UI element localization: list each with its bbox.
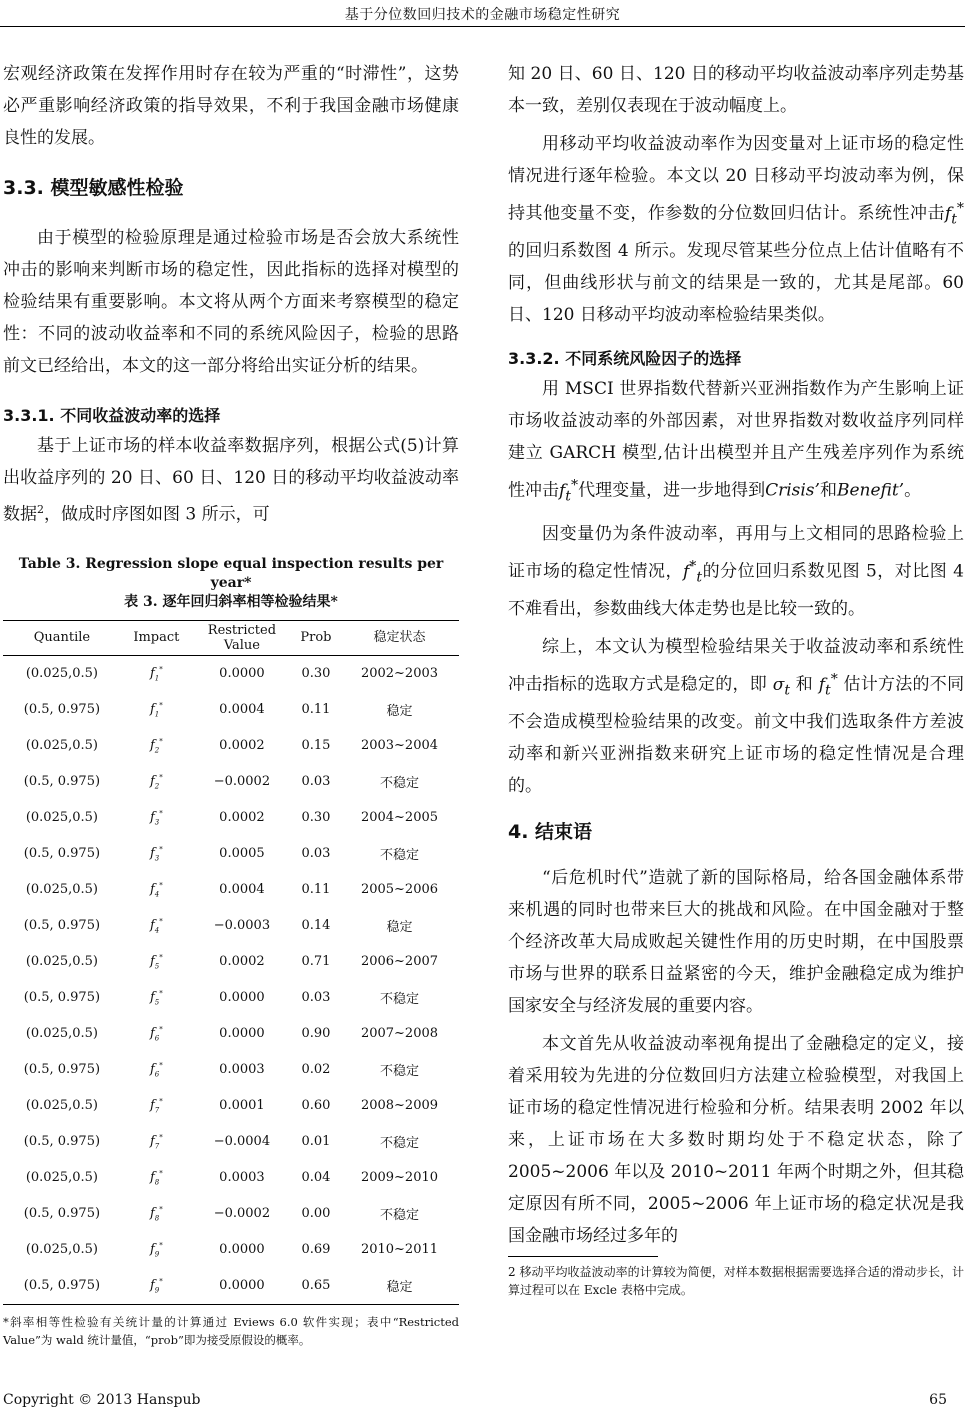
cell-quantile: (0.025,0.5) xyxy=(25,1170,98,1186)
impact-index: 9 xyxy=(154,1286,160,1295)
impact-symbol xyxy=(150,1062,163,1077)
impact-symbol xyxy=(150,918,163,933)
impact-star: * xyxy=(159,1169,163,1178)
impact-star: * xyxy=(159,773,163,782)
impact-symbol xyxy=(150,882,163,897)
impact-index: 2 xyxy=(154,782,160,791)
cell-quantile: (0.025,0.5) xyxy=(25,1098,98,1114)
cell-prob: 0.15 xyxy=(301,738,331,754)
cell-impact xyxy=(121,872,192,908)
paragraph-msci xyxy=(508,373,964,512)
impact-symbol xyxy=(150,1134,163,1149)
cell-impact xyxy=(121,980,192,1016)
cell-quantile: (0.025,0.5) xyxy=(25,810,98,826)
table-row xyxy=(3,1052,459,1088)
page-number: 65 xyxy=(929,1392,947,1408)
impact-star: * xyxy=(159,1133,163,1142)
impact-star: * xyxy=(159,881,163,890)
impact-star: * xyxy=(159,737,163,746)
col-header-status: 稳定状态 xyxy=(340,620,459,655)
cell-impact xyxy=(121,944,192,980)
cell-impact xyxy=(121,1016,192,1052)
col-header-restricted: Restricted Value xyxy=(192,620,292,655)
impact-f: f xyxy=(149,1097,155,1113)
cell-quantile: (0.025,0.5) xyxy=(25,738,98,754)
table-row xyxy=(3,1088,459,1124)
table-note: *斜率相等性检验有关统计量的计算通过 Eviews 6.0 软件实现；表中“Restricted Value”为 wald 统计量值，“prob”即为接受原假设的概率。 xyxy=(3,1314,459,1347)
impact-symbol xyxy=(150,1170,163,1185)
footnote-marker: 2 xyxy=(37,503,44,516)
symbol-t: t xyxy=(824,682,831,699)
cell-prob: 0.03 xyxy=(301,990,331,1006)
table-row xyxy=(3,980,459,1016)
impact-f: f xyxy=(149,845,155,861)
cell-status: 不稳定 xyxy=(379,848,419,864)
impact-star: * xyxy=(159,665,163,674)
cell-quantile: (0.025,0.5) xyxy=(25,882,98,898)
symbol-t: t xyxy=(784,682,791,699)
cell-prob: 0.02 xyxy=(301,1062,331,1078)
regression-table xyxy=(3,620,459,1305)
impact-index: 8 xyxy=(154,1214,160,1223)
cell-prob: 0.65 xyxy=(292,1268,340,1305)
cell-restricted-value: 0.0002 xyxy=(219,738,265,754)
cell-quantile: (0.5, 0.975) xyxy=(23,918,101,934)
header-rule xyxy=(0,26,965,27)
cell-status: 不稳定 xyxy=(379,992,419,1008)
impact-f: f xyxy=(149,989,155,1005)
table-row xyxy=(3,800,459,836)
impact-index: 5 xyxy=(154,962,160,971)
word-and: 和 xyxy=(819,480,837,501)
impact-index: 6 xyxy=(154,1034,160,1043)
impact-symbol xyxy=(150,1206,163,1221)
impact-symbol xyxy=(150,702,163,717)
cell-impact xyxy=(121,1088,192,1124)
cell-restricted-value: −0.0003 xyxy=(213,918,271,934)
paragraph-dependent-b: 的分位回归系数见图 5，对比图 4 不难看出，参数曲线大体走势也是比较一致的。 xyxy=(508,561,964,620)
impact-symbol xyxy=(150,774,163,789)
cell-prob: 0.04 xyxy=(301,1170,331,1186)
cell-quantile: (0.025,0.5) xyxy=(25,666,98,682)
cell-prob: 0.01 xyxy=(301,1134,331,1150)
symbol-star: * xyxy=(956,200,964,216)
subsection-heading-3-3-2: 3.3.2. 不同系统风险因子的选择 xyxy=(508,349,742,369)
cell-prob: 0.11 xyxy=(301,702,331,718)
col-header-prob: Prob xyxy=(292,620,340,655)
symbol-t: t xyxy=(696,569,703,586)
impact-symbol xyxy=(150,1278,163,1293)
table-body xyxy=(3,655,459,1304)
symbol-star: * xyxy=(689,558,697,575)
impact-symbol xyxy=(150,846,163,861)
impact-f: f xyxy=(149,953,155,969)
impact-index: 1 xyxy=(154,710,160,719)
footnote: 2 移动平均收益波动率的计算较为简便，对样本数据根据需要选择合适的滑动步长，计算过程可以在 Excle 表格中完成。 xyxy=(508,1265,964,1298)
cell-impact xyxy=(121,764,192,800)
impact-f: f xyxy=(149,1061,155,1077)
table-row xyxy=(3,872,459,908)
cell-impact xyxy=(121,1124,192,1160)
paragraph-volatility-text: 基于上证市场的样本收益率数据序列，根据公式(5)计算出收益序列的 20 日、60 日、120 日的移动平均收益波动率数据 xyxy=(3,436,459,525)
copyright: Copyright © 2013 Hanspub xyxy=(3,1392,201,1408)
cell-quantile: (0.025,0.5) xyxy=(25,954,98,970)
symbol-f-t-star xyxy=(944,200,964,228)
impact-f: f xyxy=(149,917,155,933)
cell-impact xyxy=(121,908,192,944)
cell-prob: 0.03 xyxy=(301,774,331,790)
paragraph-summary-b: 估计方法的不同不会造成模型检验结果的改变。前文中我们选取条件方差波动率和新兴亚洲指数来研究上证市场的稳定性情况是合理的。 xyxy=(508,674,965,797)
table-row xyxy=(3,944,459,980)
cell-restricted-value: 0.0000 xyxy=(219,666,265,682)
impact-f: f xyxy=(149,1205,155,1221)
cell-impact xyxy=(121,800,192,836)
impact-index: 1 xyxy=(154,674,160,683)
cell-restricted-value: −0.0004 xyxy=(213,1134,271,1150)
cell-prob: 0.69 xyxy=(301,1242,331,1258)
impact-index: 9 xyxy=(154,1250,160,1259)
impact-star: * xyxy=(159,989,163,998)
paragraph-conclusion-1: “后危机时代”造就了新的国际格局，给各国金融体系带来机遇的同时也带来巨大的挑战和风险。在中国金融对于整个经济改革大局成败起关键性作用的历史时期，在中国股票市场与世界的联系日益紧密的今天，维护金融稳定成为维护国家安全与经济发展的重要内容。 xyxy=(508,868,964,1017)
cell-impact xyxy=(121,1052,192,1088)
term-crisis: Crisis’ xyxy=(765,480,820,501)
cell-restricted-value: 0.0002 xyxy=(219,810,265,826)
cell-prob: 0.71 xyxy=(301,954,331,970)
impact-f: f xyxy=(149,1277,155,1293)
symbol-f-star-t xyxy=(683,558,703,586)
impact-star: * xyxy=(159,809,163,818)
cell-restricted-value: 0.0005 xyxy=(219,846,265,862)
cell-status: 2003~2004 xyxy=(360,738,439,754)
paragraph-volatility-end: ，做成时序图如图 3 所示，可 xyxy=(44,504,270,525)
impact-star: * xyxy=(159,1061,163,1070)
paragraph-summary-a: 综上，本文认为模型检验结果关于收益波动率和系统性冲击指标的选取方式是稳定的，即 xyxy=(508,637,964,695)
cell-restricted-value: 0.0004 xyxy=(219,882,265,898)
symbol-sigma-t xyxy=(772,674,791,699)
term-benefit: Benefit’ xyxy=(836,480,905,501)
cell-status: 稳定 xyxy=(386,704,413,720)
cell-prob: 0.30 xyxy=(301,666,331,682)
cell-restricted-value: −0.0002 xyxy=(213,1206,271,1222)
cell-prob: 0.11 xyxy=(301,882,331,898)
table-caption-en: Table 3. Regression slope equal inspection results per year* xyxy=(18,555,444,591)
cell-status: 2002~2003 xyxy=(360,666,439,682)
paragraph-msci-c: 。 xyxy=(904,480,922,501)
symbol-t: t xyxy=(951,211,957,228)
symbol-f: f xyxy=(683,561,690,582)
cell-quantile: (0.5, 0.975) xyxy=(23,1206,101,1222)
impact-symbol xyxy=(150,1026,163,1041)
impact-star: * xyxy=(159,917,163,926)
cell-impact xyxy=(121,836,192,872)
symbol-f: f xyxy=(559,480,566,501)
cell-restricted-value: 0.0001 xyxy=(219,1098,265,1114)
symbol-f-t-star-2 xyxy=(559,477,579,505)
cell-status: 稳定 xyxy=(340,1268,459,1305)
impact-star: * xyxy=(159,701,163,710)
cell-impact xyxy=(121,1268,192,1305)
cell-status: 2010~2011 xyxy=(360,1242,439,1258)
paragraph-dependent xyxy=(508,518,964,625)
impact-f: f xyxy=(149,665,155,681)
impact-index: 5 xyxy=(154,998,160,1007)
running-head: 基于分位数回归技术的金融市场稳定性研究 xyxy=(344,7,621,23)
impact-index: 3 xyxy=(154,854,160,863)
impact-symbol xyxy=(150,810,163,825)
paragraph-moving-average-a: 用移动平均收益波动率作为因变量对上证市场的稳定性情况进行逐年检验。本文以 20 日移动平均波动率为例，保持其他变量不变，作参数的分位数回归估计。系统性冲击 xyxy=(508,134,964,224)
paragraph-summary xyxy=(508,631,964,802)
impact-symbol xyxy=(150,1098,163,1113)
impact-symbol xyxy=(150,990,163,1005)
paragraph-msci-b: 代理变量，进一步地得到 xyxy=(578,480,766,501)
cell-status: 不稳定 xyxy=(379,1136,419,1152)
cell-restricted-value: −0.0002 xyxy=(213,774,271,790)
cell-restricted-value: 0.0000 xyxy=(219,1026,265,1042)
cell-status: 不稳定 xyxy=(379,776,419,792)
paragraph-msci-a: 用 MSCI 世界指数代替新兴亚洲指数作为产生影响上证市场收益波动率的外部因素，对世界指数对数收益序列同样建立 GARCH 模型,估计出模型并且产生残差序列作为系统性冲击 xyxy=(508,379,964,501)
symbol-t: t xyxy=(565,488,571,505)
cell-prob: 0.90 xyxy=(301,1026,331,1042)
section-heading-3-3: 3.3. 模型敏感性检验 xyxy=(3,177,184,199)
impact-f: f xyxy=(149,701,155,717)
impact-f: f xyxy=(149,773,155,789)
paragraph-intro: 宏观经济政策在发挥作用时存在较为严重的“时滞性”，这势必严重影响经济政策的指导效果，不利于我国金融市场健康良性的发展。 xyxy=(3,64,459,148)
impact-star: * xyxy=(159,953,163,962)
cell-restricted-value: 0.0004 xyxy=(219,702,265,718)
table-caption-cn: 表 3. 逐年回归斜率相等检验结果* xyxy=(124,593,338,610)
cell-restricted-value: 0.0000 xyxy=(192,1268,292,1305)
impact-symbol xyxy=(150,738,163,753)
impact-index: 7 xyxy=(154,1142,160,1151)
impact-star: * xyxy=(159,1025,163,1034)
table-row xyxy=(3,728,459,764)
impact-f: f xyxy=(149,881,155,897)
impact-f: f xyxy=(149,737,155,753)
impact-symbol xyxy=(150,666,163,681)
table-row xyxy=(3,764,459,800)
cell-impact xyxy=(121,692,192,728)
paragraph-moving-average xyxy=(508,128,964,331)
paragraph-conclusion-2: 本文首先从收益波动率视角提出了金融稳定的定义，接着采用较为先进的分位数回归方法建立检验模型，对我国上证市场的稳定性情况进行检验和分析。结果表明 2002 年以来，上证市场在大多数时期均处于不稳定状态，除了 2005~2006 年以及 2010~2011 年两个时期之外，但其稳定原因有所不同，2005~2006 年上证市场的稳定状况是我国金融市场经过多年的 xyxy=(508,1034,964,1247)
cell-status: 2009~2010 xyxy=(360,1170,439,1186)
cell-quantile: (0.025,0.5) xyxy=(25,1026,98,1042)
impact-index: 4 xyxy=(154,890,160,899)
cell-quantile: (0.5, 0.975) xyxy=(23,1134,101,1150)
table-row xyxy=(3,1196,459,1232)
symbol-star: * xyxy=(830,671,838,688)
cell-status: 2006~2007 xyxy=(360,954,439,970)
col-header-quantile: Quantile xyxy=(3,620,121,655)
cell-status: 不稳定 xyxy=(379,1208,419,1224)
table-row xyxy=(3,836,459,872)
table-row xyxy=(3,1016,459,1052)
impact-f: f xyxy=(149,1025,155,1041)
impact-symbol xyxy=(150,954,163,969)
cell-status: 2004~2005 xyxy=(360,810,439,826)
impact-index: 7 xyxy=(154,1106,160,1115)
cell-prob: 0.14 xyxy=(301,918,331,934)
paragraph-volatility xyxy=(3,430,459,531)
cell-status: 不稳定 xyxy=(379,1064,419,1080)
cell-prob: 0.00 xyxy=(301,1206,331,1222)
table-row xyxy=(3,908,459,944)
symbol-f-t-star-3 xyxy=(818,671,838,699)
impact-f: f xyxy=(149,1241,155,1257)
cell-restricted-value: 0.0000 xyxy=(219,990,265,1006)
col-header-impact: Impact xyxy=(121,620,192,655)
impact-index: 6 xyxy=(154,1070,160,1079)
impact-index: 3 xyxy=(154,818,160,827)
cell-prob: 0.03 xyxy=(301,846,331,862)
symbol-f: f xyxy=(818,674,825,695)
impact-star: * xyxy=(159,1277,163,1286)
table-row xyxy=(3,692,459,728)
cell-quantile: (0.5, 0.975) xyxy=(23,846,101,862)
cell-status: 2008~2009 xyxy=(360,1098,439,1114)
cell-impact xyxy=(121,1196,192,1232)
cell-quantile: (0.5, 0.975) xyxy=(23,990,101,1006)
cell-quantile: (0.5, 0.975) xyxy=(23,1062,101,1078)
table-header-row xyxy=(3,620,459,655)
cell-restricted-value: 0.0003 xyxy=(219,1170,265,1186)
cell-restricted-value: 0.0003 xyxy=(219,1062,265,1078)
cell-prob: 0.30 xyxy=(301,810,331,826)
impact-f: f xyxy=(149,809,155,825)
impact-f: f xyxy=(149,1133,155,1149)
cell-impact xyxy=(121,1232,192,1268)
subsection-heading-3-3-1: 3.3.1. 不同收益波动率的选择 xyxy=(3,406,221,425)
table-row xyxy=(3,1160,459,1196)
cell-quantile: (0.025,0.5) xyxy=(25,1242,98,1258)
table-row xyxy=(3,1232,459,1268)
section-heading-4: 4. 结束语 xyxy=(508,821,593,844)
impact-index: 8 xyxy=(154,1178,160,1187)
impact-star: * xyxy=(159,1241,163,1250)
cell-quantile: (0.5, 0.975) xyxy=(23,774,101,790)
cell-restricted-value: 0.0002 xyxy=(219,954,265,970)
word-and: 和 xyxy=(795,674,813,695)
symbol-f: f xyxy=(944,203,952,224)
impact-symbol xyxy=(150,1242,163,1257)
table-3 xyxy=(3,555,459,1349)
cell-quantile: (0.5, 0.975) xyxy=(23,702,101,718)
paragraph-continued: 知 20 日、60 日、120 日的移动平均收益波动率序列走势基本一致，差别仅表现在于波动幅度上。 xyxy=(508,64,964,116)
cell-status: 稳定 xyxy=(386,920,413,936)
cell-impact xyxy=(121,728,192,764)
cell-restricted-value: 0.0000 xyxy=(219,1242,265,1258)
cell-quantile: (0.5, 0.975) xyxy=(3,1268,121,1305)
impact-index: 4 xyxy=(154,926,160,935)
impact-star: * xyxy=(159,845,163,854)
table-row xyxy=(3,655,459,692)
cell-status: 2005~2006 xyxy=(360,882,439,898)
symbol-star: * xyxy=(571,477,579,494)
table-row xyxy=(3,1124,459,1160)
paragraph-sensitivity: 由于模型的检验原理是通过检验市场是否会放大系统性冲击的影响来判断市场的稳定性，因此指标的选择对模型的检验结果有重要影响。本文将从两个方面来考察模型的稳定性：不同的波动收益率和不同的系统风险因子，检验的思路前文已经给出，本文的这一部分将给出实证分析的结果。 xyxy=(3,228,459,376)
cell-impact xyxy=(121,655,192,692)
symbol-sigma: σ xyxy=(772,674,785,695)
impact-index: 2 xyxy=(154,746,160,755)
table-row xyxy=(3,1268,459,1305)
impact-f: f xyxy=(149,1169,155,1185)
footnote-rule xyxy=(508,1256,658,1257)
paragraph-dependent-a: 因变量仍为条件波动率，再用与上文相同的思路检验上证市场的稳定性情况， xyxy=(508,524,964,582)
right-column xyxy=(508,58,964,1299)
paragraph-moving-average-b: 的回归系数图 4 所示。发现尽管某些分位点上估计值略有不同，但曲线形状与前文的结果是一致的，尤其是尾部。60 日、120 日移动平均波动率检验结果类似。 xyxy=(508,241,964,326)
left-column xyxy=(3,58,459,1349)
cell-prob: 0.60 xyxy=(301,1098,331,1114)
impact-star: * xyxy=(159,1097,163,1106)
impact-star: * xyxy=(159,1205,163,1214)
cell-impact xyxy=(121,1160,192,1196)
cell-status: 2007~2008 xyxy=(360,1026,439,1042)
